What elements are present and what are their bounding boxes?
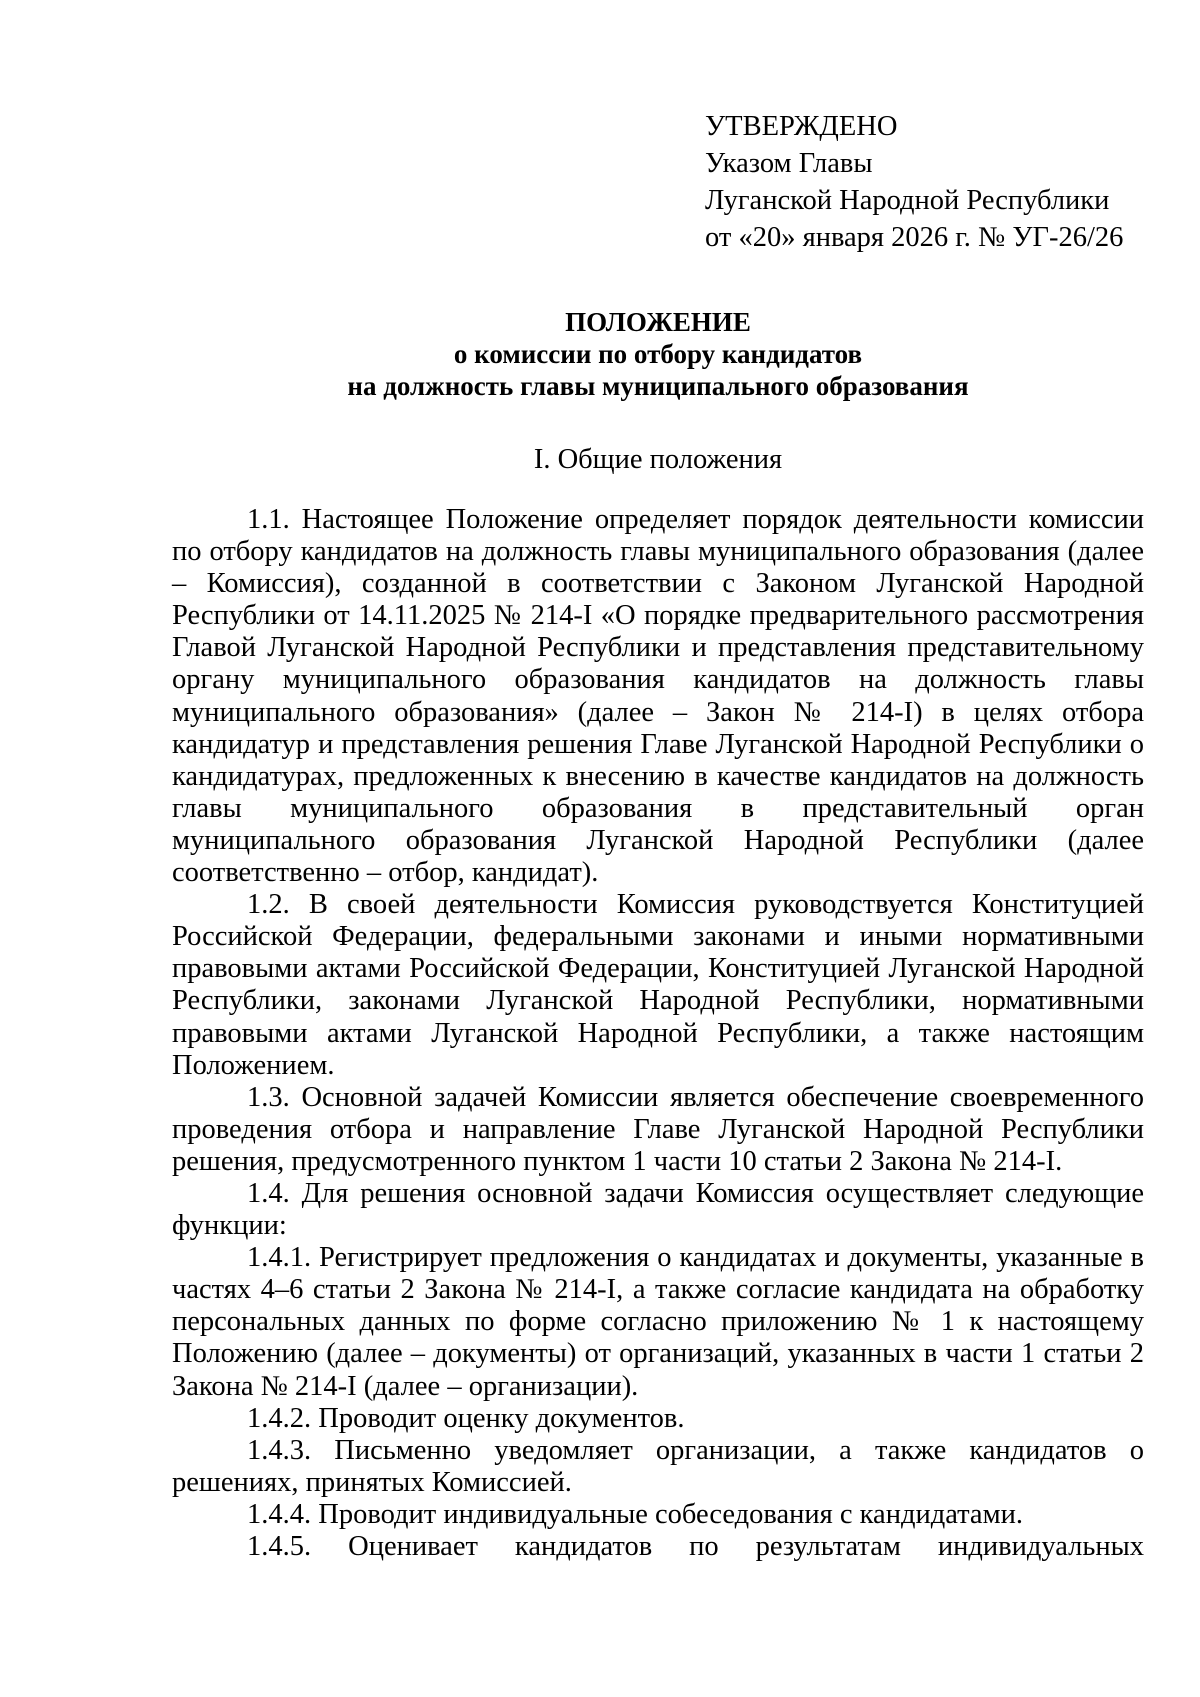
approval-authority: Указом Главы <box>705 148 873 179</box>
paragraph-1-2: 1.2. В своей деятельности Комиссия руководствуется Конституцией Российской Федерации, федеральными законами и иными нормативными правовыми актами Российской Федерации, Конституцией Луганской Народной Республики, законами Луганской Народной Республики, нормативными правовыми актами Луганской Народной Республики, а также настоящим Положением. <box>172 889 1144 1081</box>
paragraph-1-4-4: 1.4.4. Проводит индивидуальные собеседования с кандидатами. <box>247 1498 1023 1530</box>
document-subtitle-line1: о комиссии по отбору кандидатов <box>453 339 863 369</box>
document-subtitle-line2: на должность главы муниципального образования <box>347 371 969 401</box>
paragraph-1-3: 1.3. Основной задачей Комиссии является обеспечение своевременного проведения отбора и направление Главе Луганской Народной Республики решения, предусмотренного пунктом 1 части 10 статьи 2 Закона № 214-I. <box>172 1081 1144 1177</box>
document-title-block <box>172 306 1144 402</box>
approval-stamp-block <box>705 108 1123 256</box>
paragraph-1-4-1: 1.4.1. Регистрирует предложения о кандидатах и документы, указанные в частях 4–6 статьи 2 Закона № 214-I, а также согласие кандидата на обработку персональных данных по форме согласно приложению № 1 к настоящему Положению (далее – документы) от организаций, указанных в части 1 статьи 2 Закона № 214-I (далее – организации). <box>172 1242 1144 1402</box>
paragraph-1-4-2: 1.4.2. Проводит оценку документов. <box>247 1402 685 1434</box>
approval-heading: УТВЕРЖДЕНО <box>705 111 898 142</box>
document-body <box>172 504 1144 1563</box>
approval-republic: Луганской Народной Республики <box>705 185 1110 216</box>
document-title: ПОЛОЖЕНИЕ <box>565 307 751 337</box>
paragraph-1-4: 1.4. Для решения основной задачи Комиссия осуществляет следующие функции: <box>172 1177 1144 1242</box>
approval-date-number: от «20» января 2026 г. № УГ-26/26 <box>705 222 1124 253</box>
paragraph-1-4-5: 1.4.5. Оценивает кандидатов по результатам индивидуальных <box>247 1531 1144 1562</box>
paragraph-1-4-3: 1.4.3. Письменно уведомляет организации, а также кандидатов о решениях, принятых Комиссией. <box>172 1434 1144 1498</box>
section-heading: I. Общие положения <box>533 444 783 475</box>
paragraph-1-1: 1.1. Настоящее Положение определяет порядок деятельности комиссии по отбору кандидатов на должность главы муниципального образования (далее – Комиссия), созданной в соответствии с Законом Луганской Народной Республики от 14.11.2025 № 214-I «О порядке предварительного рассмотрения Главой Луганской Народной Республики и представления представительному органу муниципального образования кандидатов на должность главы муниципального образования» (далее – Закон № 214-I) в целях отбора кандидатур и представления решения Главе Луганской Народной Республики о кандидатурах, предложенных к внесению в качестве кандидатов на должность главы муниципального образования в представительный орган муниципального образования Луганской Народной Республики (далее соответственно – отбор, кандидат). <box>172 504 1144 889</box>
